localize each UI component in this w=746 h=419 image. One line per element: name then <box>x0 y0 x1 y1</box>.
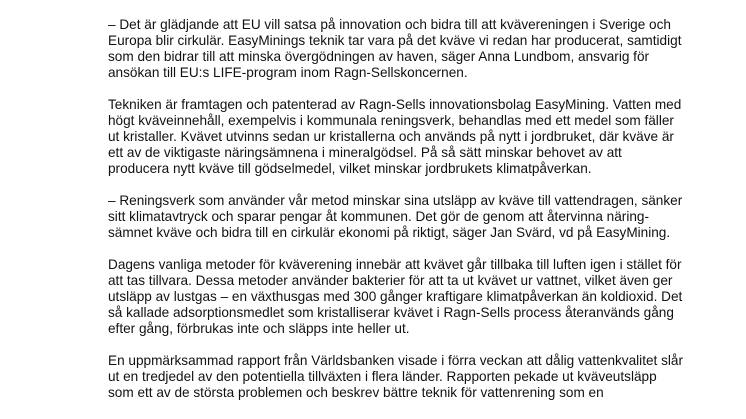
paragraph-current-methods <box>108 257 728 337</box>
paragraph-quote-jan-svard <box>108 193 728 241</box>
text-line: ett av de viktigaste näringsämnena i mineralgödsel. På så sätt minskar behovet av att <box>108 145 622 160</box>
text-line: som ett av de största problemen och beskrev bättre teknik för vattenrening som en <box>108 385 604 400</box>
text-line: Dagens vanliga metoder för kväverening innebär att kvävet går tillbaka till luften igen i stället för <box>108 257 682 272</box>
text-line: En uppmärksammad rapport från Världsbanken visade i förra veckan att dålig vattenkvalitet slår <box>108 353 683 368</box>
text-line: ansökan till EU:s LIFE-program inom Ragn-Sellskoncernen. <box>108 65 468 80</box>
text-line: så kallade adsorptionsmedlet som kristalliserar kvävet i Ragn-Sells process återanvänds gång <box>108 305 674 320</box>
text-line: Tekniken är framtagen och patenterad av Ragn-Sells innovationsbolag EasyMining. Vatten med <box>108 97 682 112</box>
text-line: som den bidrar till att minska övergödningen av haven, säger Anna Lundbom, ansvarig för <box>108 49 650 64</box>
text-line: efter gång, förbrukas inte och släpps inte heller ut. <box>108 321 410 336</box>
text-line: utsläpp av lustgas – en växthusgas med 300 gånger kraftigare klimatpåverkan än koldioxid. Det <box>108 289 683 304</box>
text-line: Europa blir cirkulär. EasyMinings teknik tar vara på det kväve vi redan har producerat, samtidigt <box>108 33 682 48</box>
text-line: ut en tredjedel av den potentiella tillväxten i flera länder. Rapporten pekade ut kväveutsläpp <box>108 369 657 384</box>
text-line: högt kväveinnehåll, exempelvis i kommunala reningsverk, behandlas med ett medel som fäller <box>108 113 674 128</box>
text-line: sitt klimatavtryck och sparar pengar åt kommunen. Det gör de genom att återvinna näring- <box>108 209 649 224</box>
paragraph-world-bank-report <box>108 353 728 401</box>
text-line: producera nytt kväve till gödselmedel, vilket minskar jordbrukets klimatpåverkan. <box>108 161 592 176</box>
document-page <box>108 0 728 417</box>
text-line: sämnet kväve och bidra till en cirkulär ekonomi på riktigt, säger Jan Svärd, vd på EasyMining. <box>108 225 671 240</box>
paragraph-technology <box>108 97 728 177</box>
text-line: – Det är glädjande att EU vill satsa på innovation och bidra till att kvävereningen i Sverige och <box>108 17 671 32</box>
paragraph-quote-anna-lundbom <box>108 17 728 81</box>
text-line: att tas tillvara. Dessa metoder använder bakterier för att ta ut kvävet ur vattnet, vilket även ger <box>108 273 673 288</box>
text-line: ut kristaller. Kvävet utvinns sedan ur kristallerna och används på nytt i jordbruket, där kväve är <box>108 129 674 144</box>
lead-heading <box>108 0 728 1</box>
text-line: – Reningsverk som använder vår metod minskar sina utsläpp av kväve till vattendragen, sänker <box>108 193 683 208</box>
